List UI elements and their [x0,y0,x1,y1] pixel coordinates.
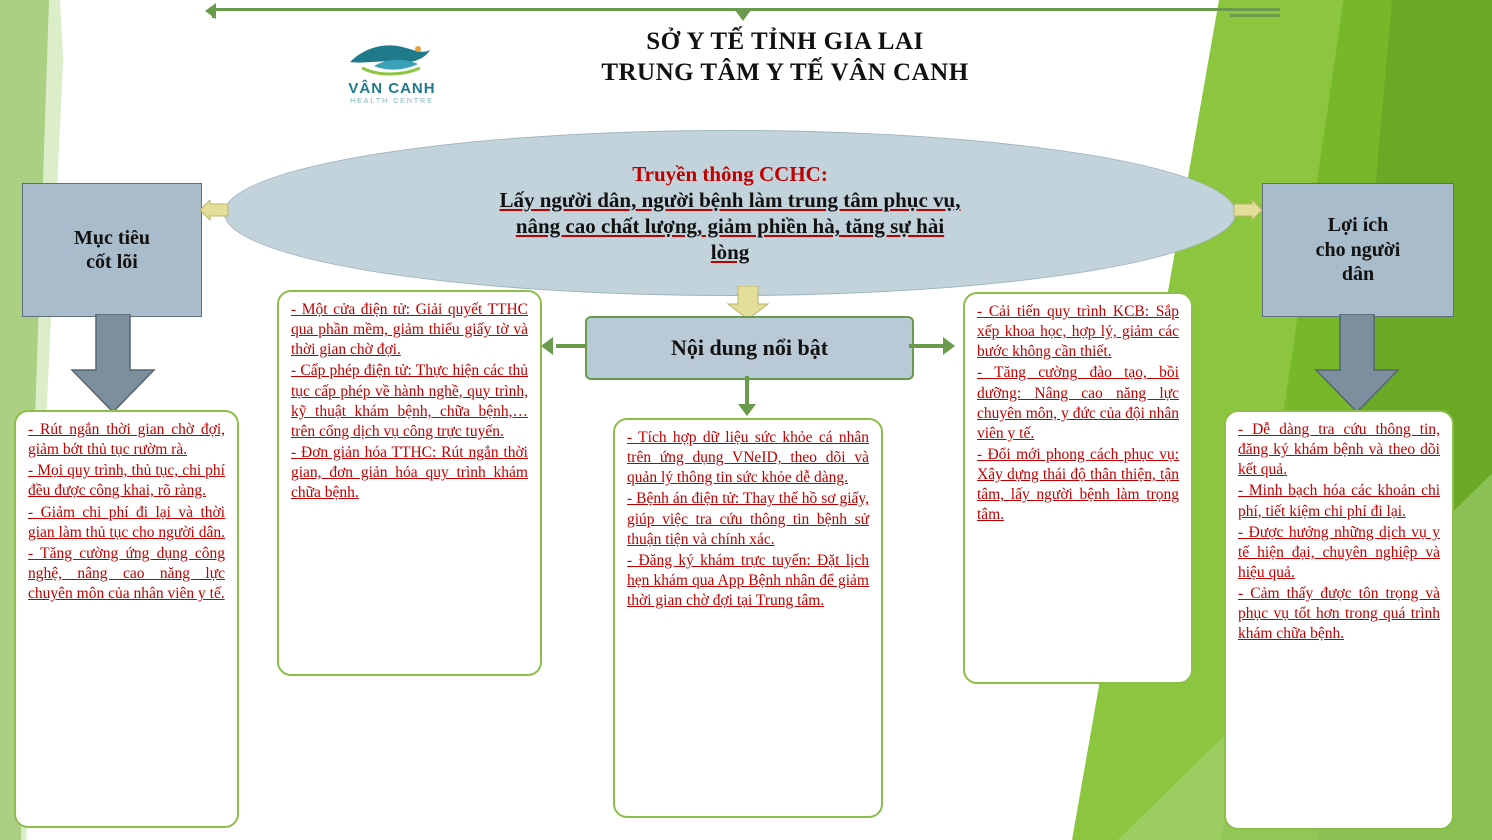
ellipse-line-4: lòng [710,240,750,265]
ellipse-line-2: Lấy người dân, người bệnh làm trung tâm phục vụ, [499,187,961,212]
arrow-ellipse-to-loi-ich [1232,200,1262,232]
card-bottom-item-1: - Bệnh án điện tử: Thay thế hồ sơ giấy, giúp việc tra cứu thông tin bệnh sử thuận tiện và chính xác. [627,490,869,548]
card-far-left-item-2: - Giảm chi phí đi lại và thời gian làm thủ tục cho người dân. [28,503,225,541]
connector-center-to-bottom [745,376,749,404]
logo-box [289,22,495,115]
card-noi-dung-2 [613,418,883,818]
top-rail-right-segment [1230,14,1280,17]
center-node-noi-dung-noi-bat [585,316,914,380]
arrow-ellipse-to-muc-tieu [200,200,226,230]
card-far-right-item-1: - Minh bạch hóa các khoản chi phí, tiết kiệm chi phí đi lại. [1238,482,1440,520]
header-title-block [505,28,1065,87]
muc-tieu-line-1: Mục tiêu [73,226,151,249]
card-bottom-item-2: - Đăng ký khám trực tuyến: Đặt lịch hẹn khám qua App Bệnh nhân để giảm thời gian chờ đợi tại Trung tâm. [627,551,869,610]
ellipse-line-1: Truyền thông CCHC: [632,161,828,186]
card-loi-ich-details [1224,410,1454,830]
logo-subtext: HEALTH CENTRE [350,98,434,105]
loi-ich-line-3: dân [1341,263,1375,286]
card-bottom-item-0: - Tích hợp dữ liệu sức khỏe cá nhân trên ứng dụng VNeID, theo dõi và quản lý thông tin sức khỏe dễ dàng. [627,429,869,487]
card-far-right-item-0: - Dễ dàng tra cứu thông tin, đăng ký khám bệnh và theo dõi kết quả. [1238,421,1440,479]
top-rail-left-arrow-icon [205,3,216,19]
box-muc-tieu-cot-loi [22,183,202,317]
logo-bird-icon [344,36,440,85]
card-muc-tieu-details [14,410,239,828]
card-noi-dung-3 [963,292,1193,684]
card-right-item-1: - Tăng cường đào tạo, bồi dưỡng: Nâng cao năng lực chuyên môn, y đức của đội nhân viên y tế. [977,364,1179,442]
loi-ich-line-1: Lợi ích [1327,214,1389,237]
card-far-right-item-3: - Cảm thấy được tôn trọng và phục vụ tốt hơn trong quá trình khám chữa bệnh. [1238,585,1440,643]
connector-center-to-right [909,344,943,348]
card-far-left-item-0: - Rút ngắn thời gian chờ đợi, giảm bớt thủ tục rườm rà. [28,421,225,459]
card-right-item-0: - Cải tiến quy trình KCB: Sắp xếp khoa học, hợp lý, giảm các bước không cần thiết. [977,303,1179,361]
org-line-1: SỞ Y TẾ TỈNH GIA LAI [646,28,924,55]
connector-down-arrow-icon [738,404,756,416]
card-far-left-item-1: - Mọi quy trình, thủ tục, chi phí đều được công khai, rõ ràng. [28,462,225,500]
arrow-muc-tieu-down [70,314,156,414]
ellipse-line-3: nâng cao chất lượng, giảm phiền hà, tăng sự hài [515,214,945,238]
connector-right-arrow-icon [943,337,955,355]
card-noi-dung-1 [277,290,542,676]
card-left-item-0: - Một cửa điện tử: Giải quyết TTHC qua phần mềm, giảm thiểu giấy tờ và thời gian chờ đợi. [291,301,528,359]
top-rail-center-arrow-icon [735,10,751,21]
box-loi-ich-cho-nguoi-dan [1262,183,1454,317]
card-far-right-item-2: - Được hưởng những dịch vụ y tế hiện đại, chuyên nghiệp và hiệu quả. [1238,523,1440,581]
center-node-label: Nội dung nổi bật [670,335,829,360]
card-left-item-2: - Đơn giản hóa TTHC: Rút ngắn thời gian, đơn giản hóa quy trình khám chữa bệnh. [291,443,528,502]
logo-text: VÂN CANH [348,80,436,97]
card-left-item-1: - Cấp phép điện tử: Thực hiện các thủ tục cấp phép về hành nghề, quy trình, kỹ thuật khám bệnh, chữa bệnh,…trên cổng dịch vụ công trực tuyến. [291,362,528,440]
main-theme-ellipse [224,130,1236,296]
connector-center-to-left [556,344,586,348]
arrow-ellipse-to-center [726,286,770,320]
loi-ich-line-2: cho người [1315,238,1401,261]
muc-tieu-line-2: cốt lõi [86,251,138,273]
card-far-left-item-3: - Tăng cường ứng dụng công nghệ, nâng cao năng lực chuyên môn của nhân viên y tế. [28,544,225,603]
card-right-item-2: - Đổi mới phong cách phục vụ: Xây dựng thái độ thân thiện, tận tâm, lấy người bệnh làm trọng tâm. [977,445,1179,524]
org-line-2: TRUNG TÂM Y TẾ VÂN CANH [601,59,969,86]
connector-left-arrow-icon [541,337,553,355]
arrow-loi-ich-down [1314,314,1400,414]
